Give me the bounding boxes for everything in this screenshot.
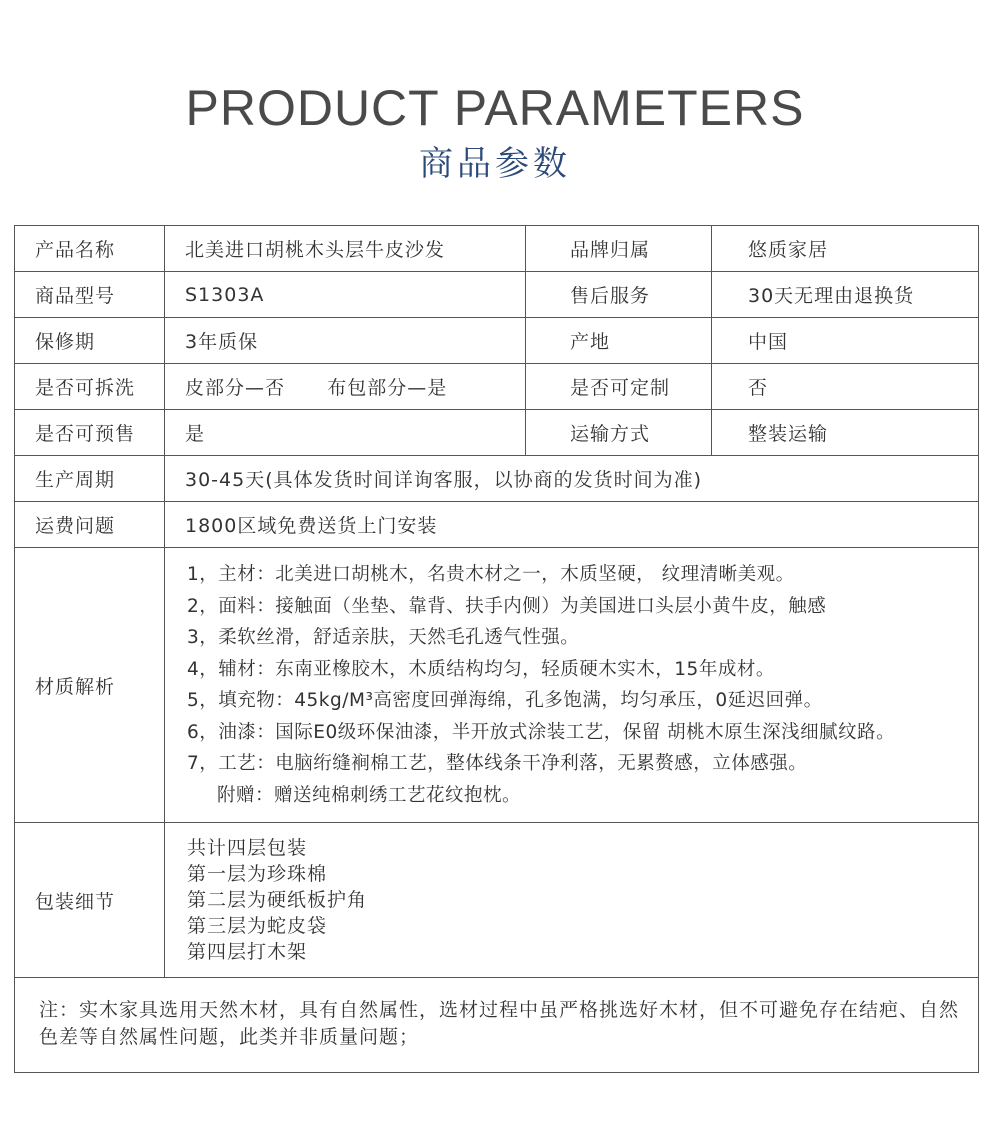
- material-line: 6，油漆：国际E0级环保油漆，半开放式涂装工艺，保留 胡桃木原生深浅细腻纹路。: [187, 721, 896, 743]
- param-value: 整装运输: [712, 410, 979, 456]
- table-row: [15, 823, 979, 978]
- parameters-table: [14, 225, 979, 1073]
- table-row: [15, 226, 979, 272]
- param-label: 售后服务: [526, 272, 712, 318]
- material-line: 5，填充物：45kg/M³高密度回弹海绵，孔多饱满，均匀承压，0延迟回弹。: [187, 690, 823, 711]
- param-value: 中国: [712, 318, 979, 364]
- packaging-line: 第三层为蛇皮袋: [187, 915, 328, 937]
- param-value: 1800区域免费送货上门安装: [165, 502, 979, 548]
- param-label: 是否可拆洗: [15, 364, 165, 410]
- param-label: 材质解析: [15, 548, 165, 823]
- param-value: S1303A: [165, 272, 526, 318]
- material-line: 4，辅材：东南亚橡胶木，木质结构均匀，轻质硬木实木，15年成材。: [187, 658, 775, 680]
- param-label: 包装细节: [15, 823, 165, 978]
- param-label: 是否可定制: [526, 364, 712, 410]
- material-line: 附赠：赠送纯棉刺绣工艺花纹抱枕。: [217, 784, 522, 806]
- param-label: 产地: [526, 318, 712, 364]
- param-label: 品牌归属: [526, 226, 712, 272]
- page-title-zh: 商品参数: [419, 144, 571, 184]
- packaging-line: 共计四层包装: [187, 837, 308, 859]
- table-row: [15, 272, 979, 318]
- table-row: [15, 410, 979, 456]
- param-value: 皮部分—否 布包部分—是: [165, 364, 526, 410]
- param-value: 3年质保: [165, 318, 526, 364]
- param-label: 运费问题: [15, 502, 165, 548]
- param-value: 否: [712, 364, 979, 410]
- page-title-en: PRODUCT PARAMETERS: [185, 80, 805, 136]
- param-value: 悠质家居: [712, 226, 979, 272]
- param-label: 保修期: [15, 318, 165, 364]
- param-value: 30天无理由退换货: [712, 272, 979, 318]
- packaging-details: [165, 823, 979, 978]
- param-label: 产品名称: [15, 226, 165, 272]
- param-label: 生产周期: [15, 456, 165, 502]
- table-row: [15, 456, 979, 502]
- param-label: 商品型号: [15, 272, 165, 318]
- packaging-line: 第一层为珍珠棉: [187, 863, 328, 885]
- param-value: 30-45天(具体发货时间详询客服，以协商的发货时间为准): [165, 456, 979, 502]
- packaging-line: 第二层为硬纸板护角: [187, 889, 368, 911]
- table-row: [15, 548, 979, 823]
- table-row: [15, 978, 979, 1073]
- material-line: 7，工艺：电脑绗缝裥棉工艺，整体线条干净利落，无累赘感，立体感强。: [187, 753, 808, 774]
- param-label: 是否可预售: [15, 410, 165, 456]
- param-label: 运输方式: [526, 410, 712, 456]
- packaging-line: 第四层打木架: [187, 941, 308, 963]
- material-line: 3，柔软丝滑，舒适亲肤，天然毛孔透气性强。: [187, 627, 580, 648]
- table-row: [15, 364, 979, 410]
- param-value: 是: [165, 410, 526, 456]
- material-line: 1，主材：北美进口胡桃木，名贵木材之一，木质坚硬， 纹理清晰美观。: [187, 564, 795, 585]
- disclaimer-note: 注：实木家具选用天然木材，具有自然属性，选材过程中虽严格挑选好木材，但不可避免存在结疤、自然色差等自然属性问题，此类并非质量问题；: [15, 978, 979, 1073]
- material-description: [165, 548, 979, 823]
- table-row: [15, 502, 979, 548]
- param-value: 北美进口胡桃木头层牛皮沙发: [165, 226, 526, 272]
- material-line: 2，面料：接触面（坐垫、靠背、扶手内侧）为美国进口头层小黄牛皮，触感: [187, 595, 827, 617]
- table-row: [15, 318, 979, 364]
